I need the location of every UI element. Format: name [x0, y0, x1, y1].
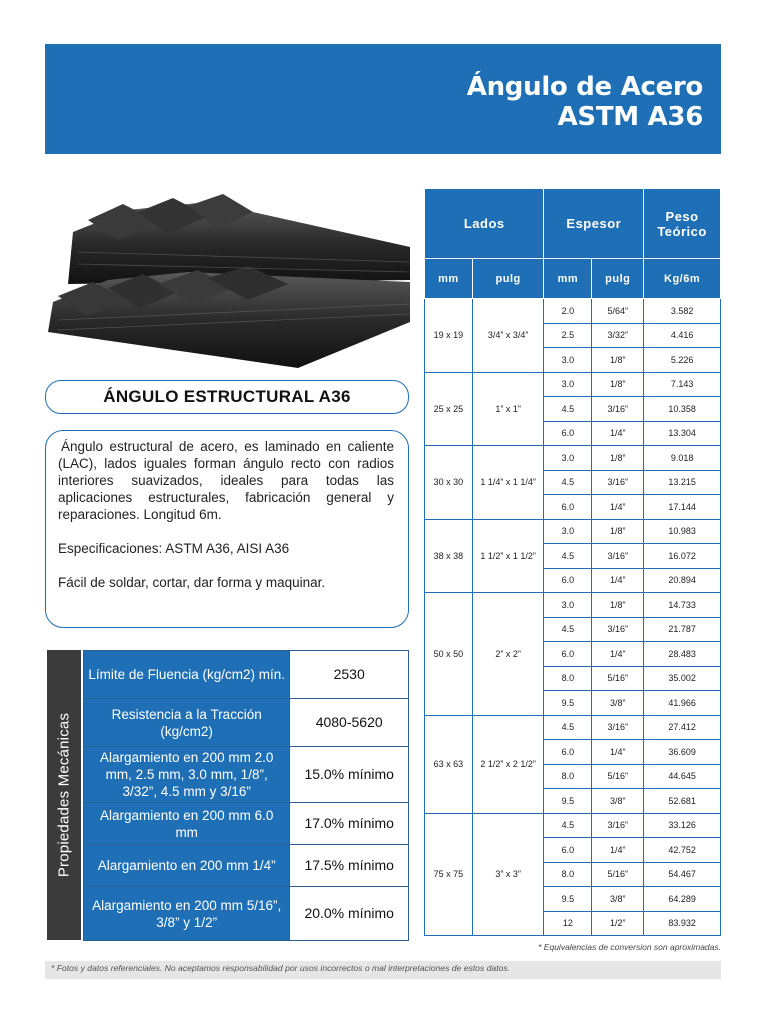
espesor-pulg-cell: 5/16”	[592, 666, 644, 691]
peso-cell: 44.645	[644, 764, 721, 789]
espesor-mm-cell: 6.0	[544, 642, 592, 667]
steel-angle-photo	[48, 192, 410, 368]
property-label: Alargamiento en 200 mm 2.0 mm, 2.5 mm, 3.0 mm, 1/8”, 3/32”, 4.5 mm y 3/16”	[84, 747, 290, 803]
espesor-pulg-cell: 3/16”	[592, 715, 644, 740]
page-title-line1: Ángulo de Acero	[466, 72, 703, 102]
table-row	[84, 747, 409, 803]
header-peso: Peso Teórico	[644, 189, 721, 259]
peso-cell: 83.932	[644, 911, 721, 936]
header-banner	[45, 44, 721, 154]
property-value: 2530	[290, 651, 409, 699]
espesor-mm-cell: 3.0	[544, 372, 592, 397]
espesor-mm-cell: 9.5	[544, 789, 592, 814]
espesor-mm-cell: 4.5	[544, 813, 592, 838]
peso-cell: 54.467	[644, 862, 721, 887]
lados-mm-cell: 25 x 25	[425, 372, 473, 446]
subheader-espesor-mm: mm	[544, 259, 592, 299]
espesor-mm-cell: 4.5	[544, 544, 592, 569]
conversion-note: * Equivalencias de conversion son aproximadas.	[538, 942, 721, 952]
espesor-mm-cell: 6.0	[544, 838, 592, 863]
peso-cell: 7.143	[644, 372, 721, 397]
espesor-mm-cell: 9.5	[544, 887, 592, 912]
header-lados: Lados	[425, 189, 544, 259]
espesor-mm-cell: 8.0	[544, 764, 592, 789]
espesor-pulg-cell: 3/16”	[592, 813, 644, 838]
espesor-mm-cell: 2.5	[544, 323, 592, 348]
peso-cell: 10.358	[644, 397, 721, 422]
espesor-pulg-cell: 5/16”	[592, 862, 644, 887]
lados-pulg-cell: 1 1/2” x 1 1/2”	[472, 519, 544, 593]
table-row	[425, 519, 721, 544]
property-label: Alargamiento en 200 mm 1/4”	[84, 845, 290, 887]
espesor-mm-cell: 6.0	[544, 740, 592, 765]
espesor-mm-cell: 4.5	[544, 470, 592, 495]
peso-cell: 13.304	[644, 421, 721, 446]
property-value: 15.0% mínimo	[290, 747, 409, 803]
espesor-pulg-cell: 3/8”	[592, 789, 644, 814]
table-row	[84, 845, 409, 887]
espesor-pulg-cell: 1/2”	[592, 911, 644, 936]
peso-cell: 35.002	[644, 666, 721, 691]
peso-cell: 33.126	[644, 813, 721, 838]
espesor-pulg-cell: 1/8”	[592, 372, 644, 397]
table-row	[425, 715, 721, 740]
table-row	[425, 446, 721, 471]
peso-cell: 16.072	[644, 544, 721, 569]
peso-cell: 52.681	[644, 789, 721, 814]
lados-pulg-cell: 2” x 2”	[472, 593, 544, 716]
espesor-mm-cell: 8.0	[544, 862, 592, 887]
peso-cell: 27.412	[644, 715, 721, 740]
espesor-pulg-cell: 1/4”	[592, 838, 644, 863]
peso-cell: 21.787	[644, 617, 721, 642]
table-row	[425, 813, 721, 838]
peso-cell: 20.894	[644, 568, 721, 593]
peso-cell: 4.416	[644, 323, 721, 348]
peso-cell: 5.226	[644, 348, 721, 373]
peso-cell: 36.609	[644, 740, 721, 765]
property-label: Límite de Fluencia (kg/cm2) mín.	[84, 651, 290, 699]
lados-pulg-cell: 3/4” x 3/4”	[472, 299, 544, 373]
espesor-pulg-cell: 5/64”	[592, 299, 644, 324]
product-specifications: Especificaciones: ASTM A36, AISI A36	[58, 541, 290, 556]
lados-pulg-cell: 2 1/2” x 2 1/2”	[472, 715, 544, 813]
table-row	[425, 372, 721, 397]
espesor-pulg-cell: 1/4”	[592, 740, 644, 765]
mechanical-label-text: Propiedades Mecánicas	[55, 712, 73, 878]
page-title-line2: ASTM A36	[557, 102, 703, 132]
espesor-mm-cell: 8.0	[544, 666, 592, 691]
espesor-mm-cell: 3.0	[544, 593, 592, 618]
footer-disclaimer: * Fotos y datos referenciales. No aceptamos responsabilidad por usos incorrectos o mal interpretaciones de estos datos.	[45, 961, 721, 979]
peso-cell: 64.289	[644, 887, 721, 912]
description-box	[45, 430, 409, 628]
espesor-mm-cell: 9.5	[544, 691, 592, 716]
espesor-mm-cell: 6.0	[544, 421, 592, 446]
espesor-pulg-cell: 1/8”	[592, 348, 644, 373]
product-title: ÁNGULO ESTRUCTURAL A36	[103, 387, 351, 406]
lados-mm-cell: 63 x 63	[425, 715, 473, 813]
espesor-pulg-cell: 3/16”	[592, 397, 644, 422]
lados-pulg-cell: 1 1/4” x 1 1/4”	[472, 446, 544, 520]
product-title-box	[45, 380, 409, 414]
table-row	[84, 699, 409, 747]
espesor-pulg-cell: 1/8”	[592, 446, 644, 471]
peso-cell: 17.144	[644, 495, 721, 520]
table-row	[425, 593, 721, 618]
espesor-pulg-cell: 5/16”	[592, 764, 644, 789]
table-row	[84, 887, 409, 941]
property-value: 17.0% mínimo	[290, 803, 409, 845]
header-espesor: Espesor	[544, 189, 644, 259]
mechanical-properties-table	[83, 650, 409, 941]
subheader-lados-mm: mm	[425, 259, 473, 299]
peso-cell: 10.983	[644, 519, 721, 544]
espesor-mm-cell: 12	[544, 911, 592, 936]
property-value: 17.5% mínimo	[290, 845, 409, 887]
subheader-espesor-pulg: pulg	[592, 259, 644, 299]
espesor-mm-cell: 4.5	[544, 397, 592, 422]
property-label: Alargamiento en 200 mm 5/16”, 3/8” y 1/2”	[84, 887, 290, 941]
lados-pulg-cell: 1” x 1”	[472, 372, 544, 446]
table-row	[84, 803, 409, 845]
peso-cell: 42.752	[644, 838, 721, 863]
property-label: Resistencia a la Tracción (kg/cm2)	[84, 699, 290, 747]
espesor-pulg-cell: 1/4”	[592, 495, 644, 520]
espesor-pulg-cell: 3/8”	[592, 691, 644, 716]
lados-mm-cell: 30 x 30	[425, 446, 473, 520]
peso-cell: 41.966	[644, 691, 721, 716]
lados-mm-cell: 19 x 19	[425, 299, 473, 373]
espesor-pulg-cell: 1/8”	[592, 593, 644, 618]
product-description: Ángulo estructural de acero, es laminado en caliente (LAC), lados iguales forman ángulo recto con radios interiores suavizados, ideales para todas las aplicaciones estructurales, fabricación general y reparaciones. Longitud 6m.	[58, 439, 394, 522]
espesor-pulg-cell: 1/4”	[592, 642, 644, 667]
peso-cell: 13.215	[644, 470, 721, 495]
espesor-pulg-cell: 3/8”	[592, 887, 644, 912]
dimensions-table	[424, 188, 721, 936]
espesor-mm-cell: 3.0	[544, 446, 592, 471]
espesor-pulg-cell: 1/4”	[592, 421, 644, 446]
espesor-pulg-cell: 3/16”	[592, 470, 644, 495]
property-value: 4080-5620	[290, 699, 409, 747]
espesor-pulg-cell: 1/8”	[592, 519, 644, 544]
espesor-mm-cell: 3.0	[544, 348, 592, 373]
lados-pulg-cell: 3” x 3”	[472, 813, 544, 936]
subheader-kg: Kg/6m	[644, 259, 721, 299]
mechanical-side-label	[47, 650, 81, 940]
table-row	[84, 651, 409, 699]
product-features: Fácil de soldar, cortar, dar forma y maquinar.	[58, 575, 326, 590]
peso-cell: 28.483	[644, 642, 721, 667]
espesor-mm-cell: 2.0	[544, 299, 592, 324]
espesor-pulg-cell: 3/16”	[592, 617, 644, 642]
peso-cell: 9.018	[644, 446, 721, 471]
espesor-pulg-cell: 3/32”	[592, 323, 644, 348]
lados-mm-cell: 38 x 38	[425, 519, 473, 593]
espesor-mm-cell: 4.5	[544, 715, 592, 740]
table-row	[425, 299, 721, 324]
espesor-mm-cell: 3.0	[544, 519, 592, 544]
subheader-lados-pulg: pulg	[472, 259, 544, 299]
espesor-pulg-cell: 1/4”	[592, 568, 644, 593]
lados-mm-cell: 50 x 50	[425, 593, 473, 716]
espesor-mm-cell: 4.5	[544, 617, 592, 642]
espesor-mm-cell: 6.0	[544, 495, 592, 520]
peso-cell: 14.733	[644, 593, 721, 618]
property-value: 20.0% mínimo	[290, 887, 409, 941]
espesor-pulg-cell: 3/16”	[592, 544, 644, 569]
property-label: Alargamiento en 200 mm 6.0 mm	[84, 803, 290, 845]
espesor-mm-cell: 6.0	[544, 568, 592, 593]
peso-cell: 3.582	[644, 299, 721, 324]
lados-mm-cell: 75 x 75	[425, 813, 473, 936]
